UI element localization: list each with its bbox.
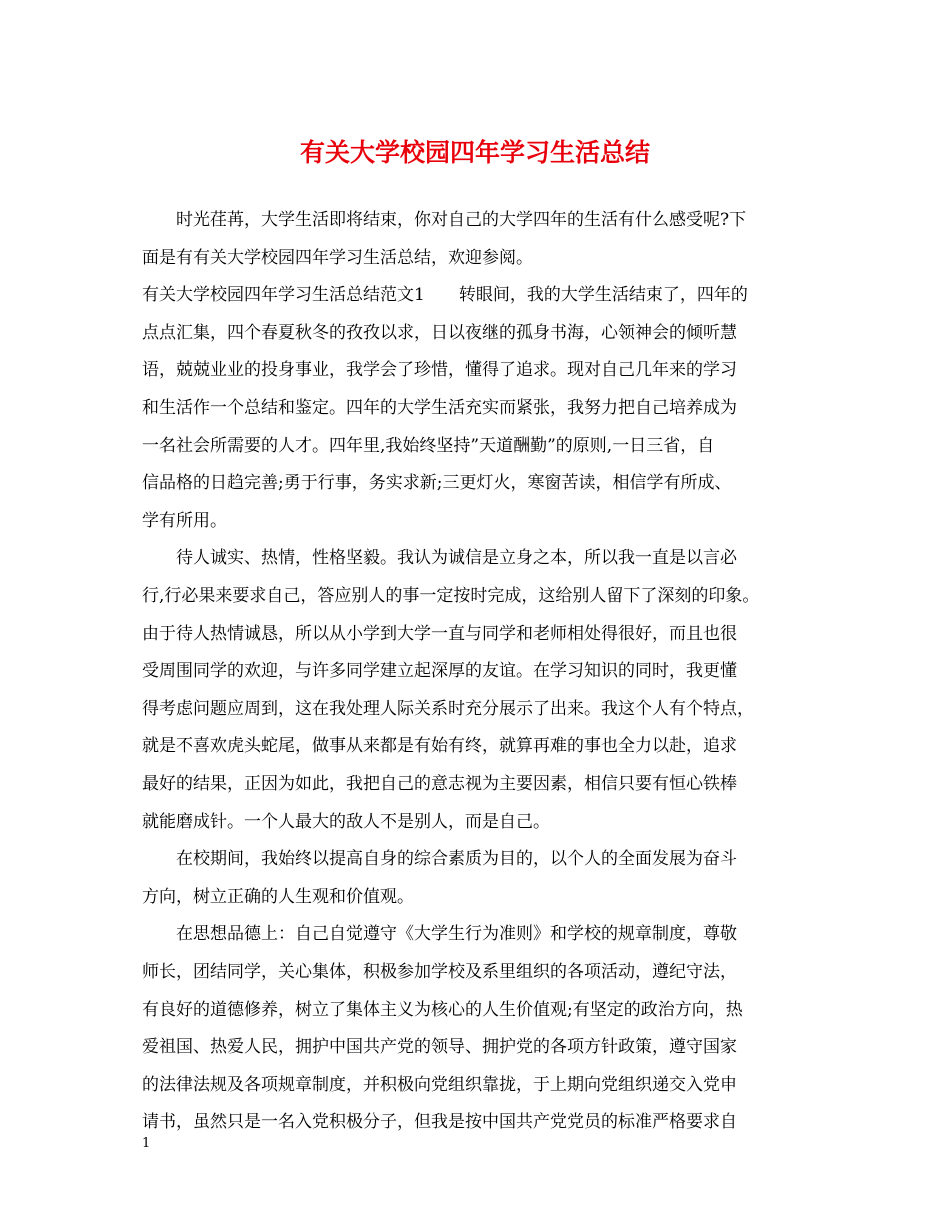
body-text-line: 有良好的道德修养，树立了集体主义为核心的人生价值观;有坚定的政治方向，热	[142, 1000, 743, 1020]
body-text-line: 在思想品德上：自己自觉遵守《大学生行为准则》和学校的规章制度，尊敬	[142, 924, 737, 944]
body-text-line: 得考虑问题应周到，这在我处理人际关系时充分展示了出来。我这个人有个特点，	[142, 699, 754, 719]
body-text-line: 待人诚实、热情，性格坚毅。我认为诚信是立身之本，所以我一直是以言必	[142, 548, 737, 568]
body-text-line: 最好的结果，正因为如此，我把自己的意志视为主要因素，相信只要有恒心铁棒	[142, 774, 737, 794]
body-text-line: 学有所用。	[142, 511, 227, 531]
body-text-line: 师长，团结同学，关心集体，积极参加学校及系里组织的各项活动，遵纪守法，	[142, 962, 737, 982]
body-text-line: 的法律法规及各项规章制度，并积极向党组织靠拢，于上期向党组织递交入党申	[142, 1075, 737, 1095]
body-text-line: 时光荏苒，大学生活即将结束，你对自己的大学四年的生活有什么感受呢?下	[142, 210, 747, 230]
body-text-line: 信品格的日趋完善;勇于行事，务实求新;三更灯火，寒窗苦读，相信学有所成、	[142, 473, 732, 493]
body-text-line: 一名社会所需要的人才。四年里,我始终坚持”天道酬勤”的原则,一日三省，自	[142, 436, 715, 456]
body-text-line: 行,行必果来要求自己，答应别人的事一定按时完成，这给别人留下了深刻的印象。	[142, 586, 760, 606]
body-text-line: 请书，虽然只是一名入党积极分子，但我是按中国共产党党员的标准严格要求自	[142, 1112, 737, 1132]
body-text-line: 语，兢兢业业的投身事业，我学会了珍惜，懂得了追求。现对自己几年来的学习	[142, 360, 737, 380]
body-text-line: 在校期间，我始终以提高自身的综合素质为目的，以个人的全面发展为奋斗	[142, 849, 737, 869]
page-number: 1	[142, 1136, 151, 1151]
body-text-line: 面是有有关大学校园四年学习生活总结，欢迎参阅。	[142, 248, 533, 268]
page-title: 有关大学校园四年学习生活总结	[299, 138, 650, 167]
body-text-line: 有关大学校园四年学习生活总结范文1 转眼间，我的大学生活结束了，四年的	[142, 285, 748, 305]
body-text-line: 就能磨成针。一个人最大的敌人不是别人，而是自己。	[142, 812, 550, 832]
body-text-line: 方向，树立正确的人生观和价值观。	[142, 887, 414, 907]
body-text-line: 和生活作一个总结和鉴定。四年的大学生活充实而紧张，我努力把自己培养成为	[142, 398, 737, 418]
body-text-line: 就是不喜欢虎头蛇尾，做事从来都是有始有终，就算再难的事也全力以赴，追求	[142, 736, 737, 756]
body-text-line: 爱祖国、热爱人民，拥护中国共产党的领导、拥护党的各项方针政策，遵守国家	[142, 1037, 737, 1057]
body-text-line: 由于待人热情诚恳，所以从小学到大学一直与同学和老师相处得很好，而且也很	[142, 624, 737, 644]
body-text-line: 点点汇集，四个春夏秋冬的孜孜以求，日以夜继的孤身书海，心领神会的倾听慧	[142, 323, 737, 343]
body-text-line: 受周围同学的欢迎，与许多同学建立起深厚的友谊。在学习知识的同时，我更懂	[142, 661, 737, 681]
